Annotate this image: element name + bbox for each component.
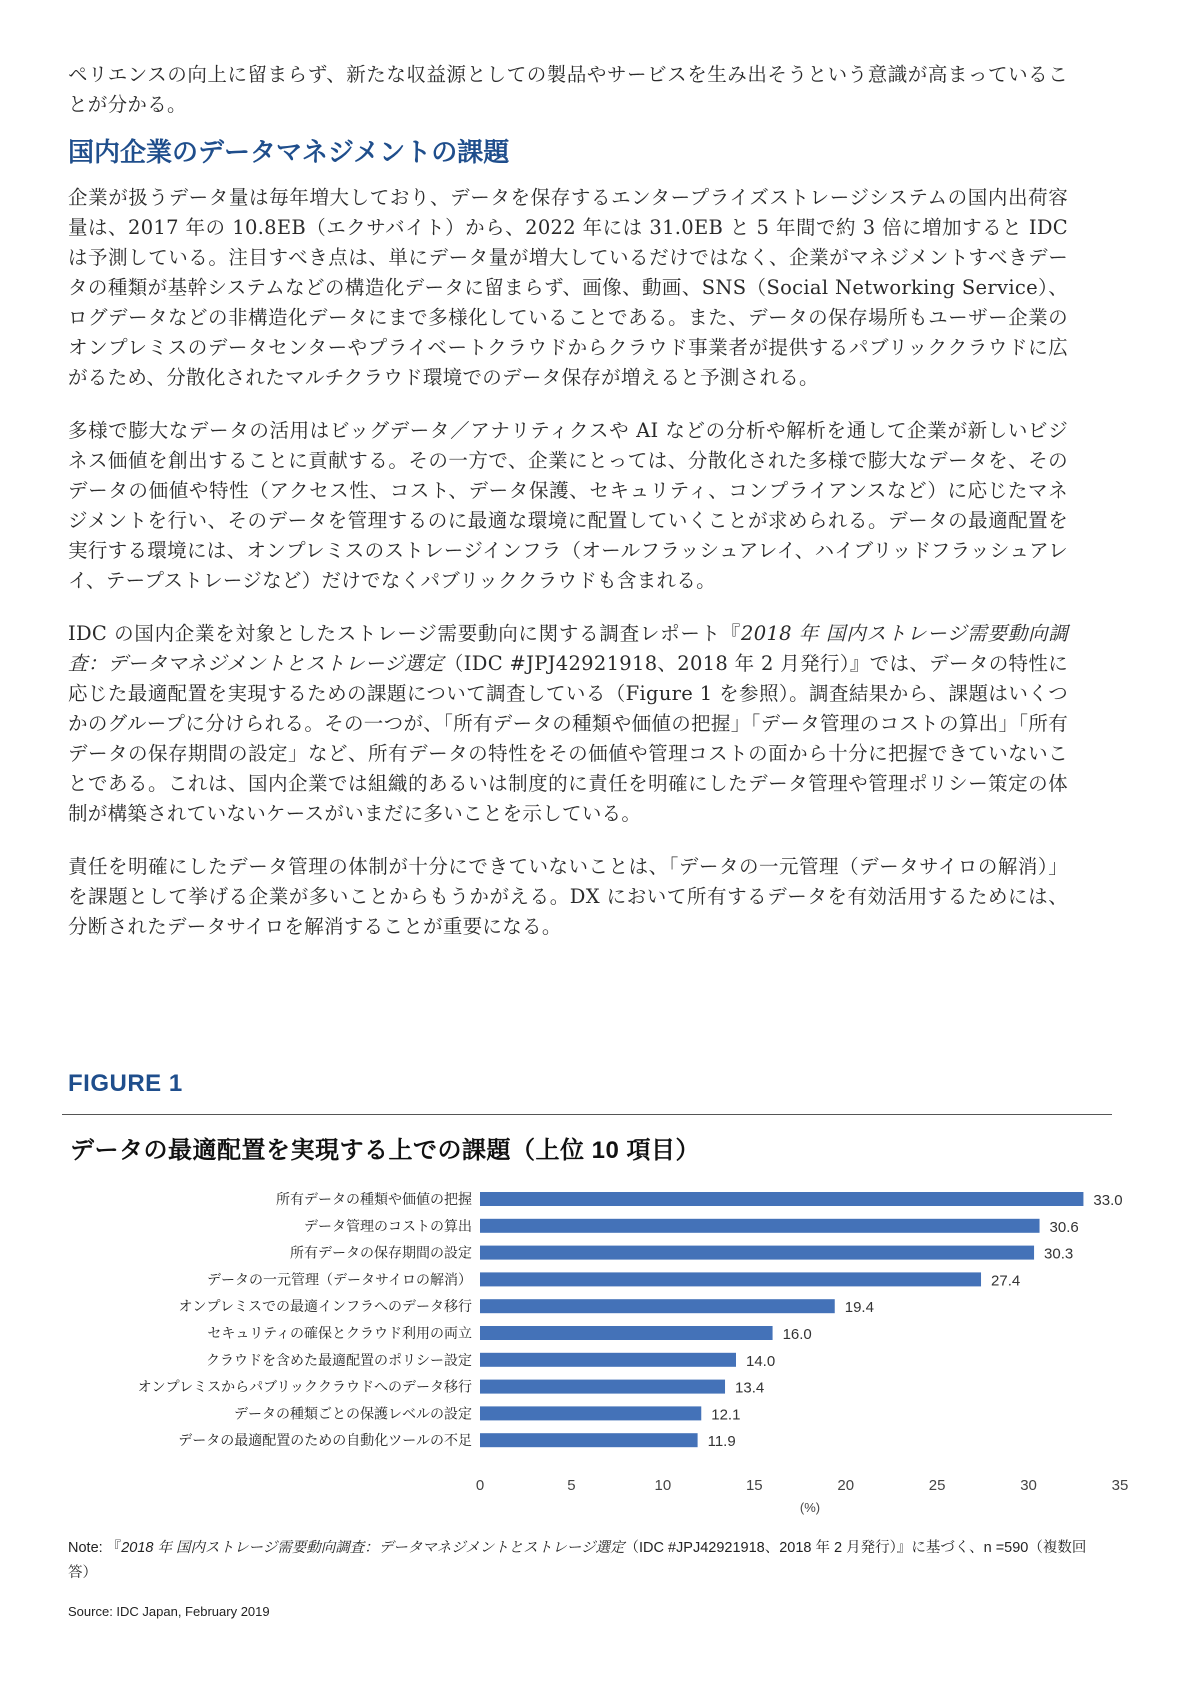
x-tick-label: 5 — [567, 1477, 576, 1494]
category-label: データの一元管理（データサイロの解消） — [206, 1271, 472, 1288]
value-label: 30.6 — [1049, 1218, 1079, 1236]
category-label: オンプレミスでの最適インフラへのデータ移行 — [178, 1298, 472, 1315]
value-label: 33.0 — [1093, 1192, 1123, 1209]
survey-text-pre: IDC の国内企業を対象としたストレージ需要動向に関する調査レポート『 — [68, 622, 742, 645]
value-label: 12.1 — [711, 1406, 741, 1424]
figure-note — [68, 1536, 1088, 1586]
bar — [480, 1192, 1083, 1206]
x-tick-label: 35 — [1111, 1477, 1129, 1494]
paragraph-intro: ペリエンスの向上に留まらず、新たな収益源としての製品やサービスを生み出そうという意識が高まっていることが分かる。 — [68, 63, 1068, 116]
category-label: データの種類ごとの保護レベルの設定 — [234, 1405, 472, 1422]
bar — [480, 1406, 701, 1420]
report-title: 2018 年 国内ストレージ需要動向調査：データマネジメントとストレージ選定 — [68, 622, 1068, 675]
survey-text-post: （IDC #JPJ42921918、2018 年 2 月発行）』では、データの特性に応じた最適配置を実現するための課題について調査している（Figure 1 を参照）。調査結果から、課題はいくつかのグループに分けられる。その一つが、「所有データの種類や価値の把握」「データ管理のコストの算出」「所有データの保存期間の設定」など、所有データの特性をその価値や管理コストの面から十分に把握できていないことである。これは、国内企業では組織的あるいは制度的に責任を明確にしたデータ管理や管理ポリシー策定の体制が構築されていないケースがいまだに多いことを示している。 — [68, 652, 1068, 825]
x-tick-label: 0 — [475, 1477, 485, 1494]
value-label: 14.0 — [746, 1352, 776, 1370]
paragraph-data-volume: 企業が扱うデータ量は毎年増大しており、データを保存するエンタープライズストレージシステムの国内出荷容量は、2017 年の 10.8EB（エクサバイト）から、2022 年には 31.0EB と 5 年間で約 3 倍に増加すると IDC は予測している。注目すべき点は、単にデータ量が増大しているだけではなく、企業がマネジメントすべきデータの種類が基幹システムなどの構造化データに留まらず、画像、動画、SNS（Social Networking Service）、ログデータなどの非構造化データにまで多様化していることである。また、データの保存場所もユーザー企業のオンプレミスのデータセンターやプライベートクラウドからクラウド事業者が提供するパブリッククラウドに広がるため、分散化されたマルチクラウド環境でのデータ保存が増えると予測される。 — [68, 186, 1068, 389]
paragraph-data-utilization: 多様で膨大なデータの活用はビッグデータ／アナリティクスや AI などの分析や解析を通して企業が新しいビジネス価値を創出することに貢献する。その一方で、企業にとっては、分散化された多様で膨大なデータを、そのデータの価値や特性（アクセス性、コスト、データ保護、セキュリティ、コンプライアンスなど）に応じたマネジメントを行い、そのデータを管理するのに最適な環境に配置していくことが求められる。データの最適配置を実行する環境には、オンプレミスのストレージインフラ（オールフラッシュアレイ、ハイブリッドフラッシュアレイ、テープストレージなど）だけでなくパブリッククラウドも含まれる。 — [68, 419, 1068, 592]
x-tick-label: 20 — [837, 1477, 855, 1494]
bar — [480, 1353, 736, 1367]
category-label: 所有データの種類や価値の把握 — [276, 1191, 472, 1207]
figure-source: Source: IDC Japan, February 2019 — [68, 1604, 270, 1619]
note-suffix: （IDC #JPJ42921918、2018 年 2 月発行）』に基づく、n =590（複数回答） — [68, 1540, 1087, 1581]
value-label: 11.9 — [707, 1433, 736, 1451]
note-report-title: 2018 年 国内ストレージ需要動向調査：データマネジメントとストレージ選定 — [121, 1540, 625, 1556]
value-label: 19.4 — [844, 1299, 874, 1317]
category-label: クラウドを含めた最適配置のポリシー設定 — [206, 1351, 472, 1368]
value-label: 30.3 — [1044, 1245, 1074, 1263]
category-label: セキュリティの確保とクラウド利用の両立 — [207, 1325, 472, 1341]
bar-chart — [60, 1180, 1140, 1520]
bar — [480, 1326, 773, 1340]
document-body — [68, 60, 1068, 942]
bar — [480, 1380, 725, 1394]
category-label: データ管理のコストの算出 — [304, 1217, 472, 1234]
bar — [480, 1433, 698, 1447]
bar — [480, 1272, 981, 1286]
figure-divider — [62, 1114, 1112, 1115]
category-label: オンプレミスからパブリッククラウドへのデータ移行 — [137, 1378, 472, 1395]
bar — [480, 1246, 1034, 1260]
value-label: 16.0 — [782, 1326, 812, 1343]
value-label: 27.4 — [991, 1272, 1021, 1290]
x-tick-label: 25 — [928, 1477, 946, 1494]
paragraph-idc-survey — [68, 619, 1068, 829]
x-tick-label: 30 — [1020, 1477, 1037, 1494]
note-prefix: Note: 『 — [68, 1540, 122, 1556]
figure-title: データの最適配置を実現する上での課題（上位 10 項目） — [70, 1137, 701, 1164]
category-label: データの最適配置のための自動化ツールの不足 — [178, 1432, 472, 1449]
category-label: 所有データの保存期間の設定 — [290, 1244, 472, 1261]
x-tick-label: 10 — [654, 1477, 672, 1494]
bar — [480, 1219, 1040, 1233]
x-tick-label: 15 — [745, 1477, 763, 1494]
paragraph-data-silo: 責任を明確にしたデータ管理の体制が十分にできていないことは、「データの一元管理（データサイロの解消）」を課題として挙げる企業が多いことからもうかがえる。DX において所有するデータを有効活用するためには、分断されたデータサイロを解消することが重要になる。 — [68, 855, 1068, 938]
figure-label: FIGURE 1 — [68, 1070, 183, 1097]
value-label: 13.4 — [735, 1379, 765, 1397]
section-heading: 国内企業のデータマネジメントの課題 — [68, 137, 510, 167]
x-axis-label: (%) — [799, 1500, 821, 1515]
bar — [480, 1299, 835, 1313]
